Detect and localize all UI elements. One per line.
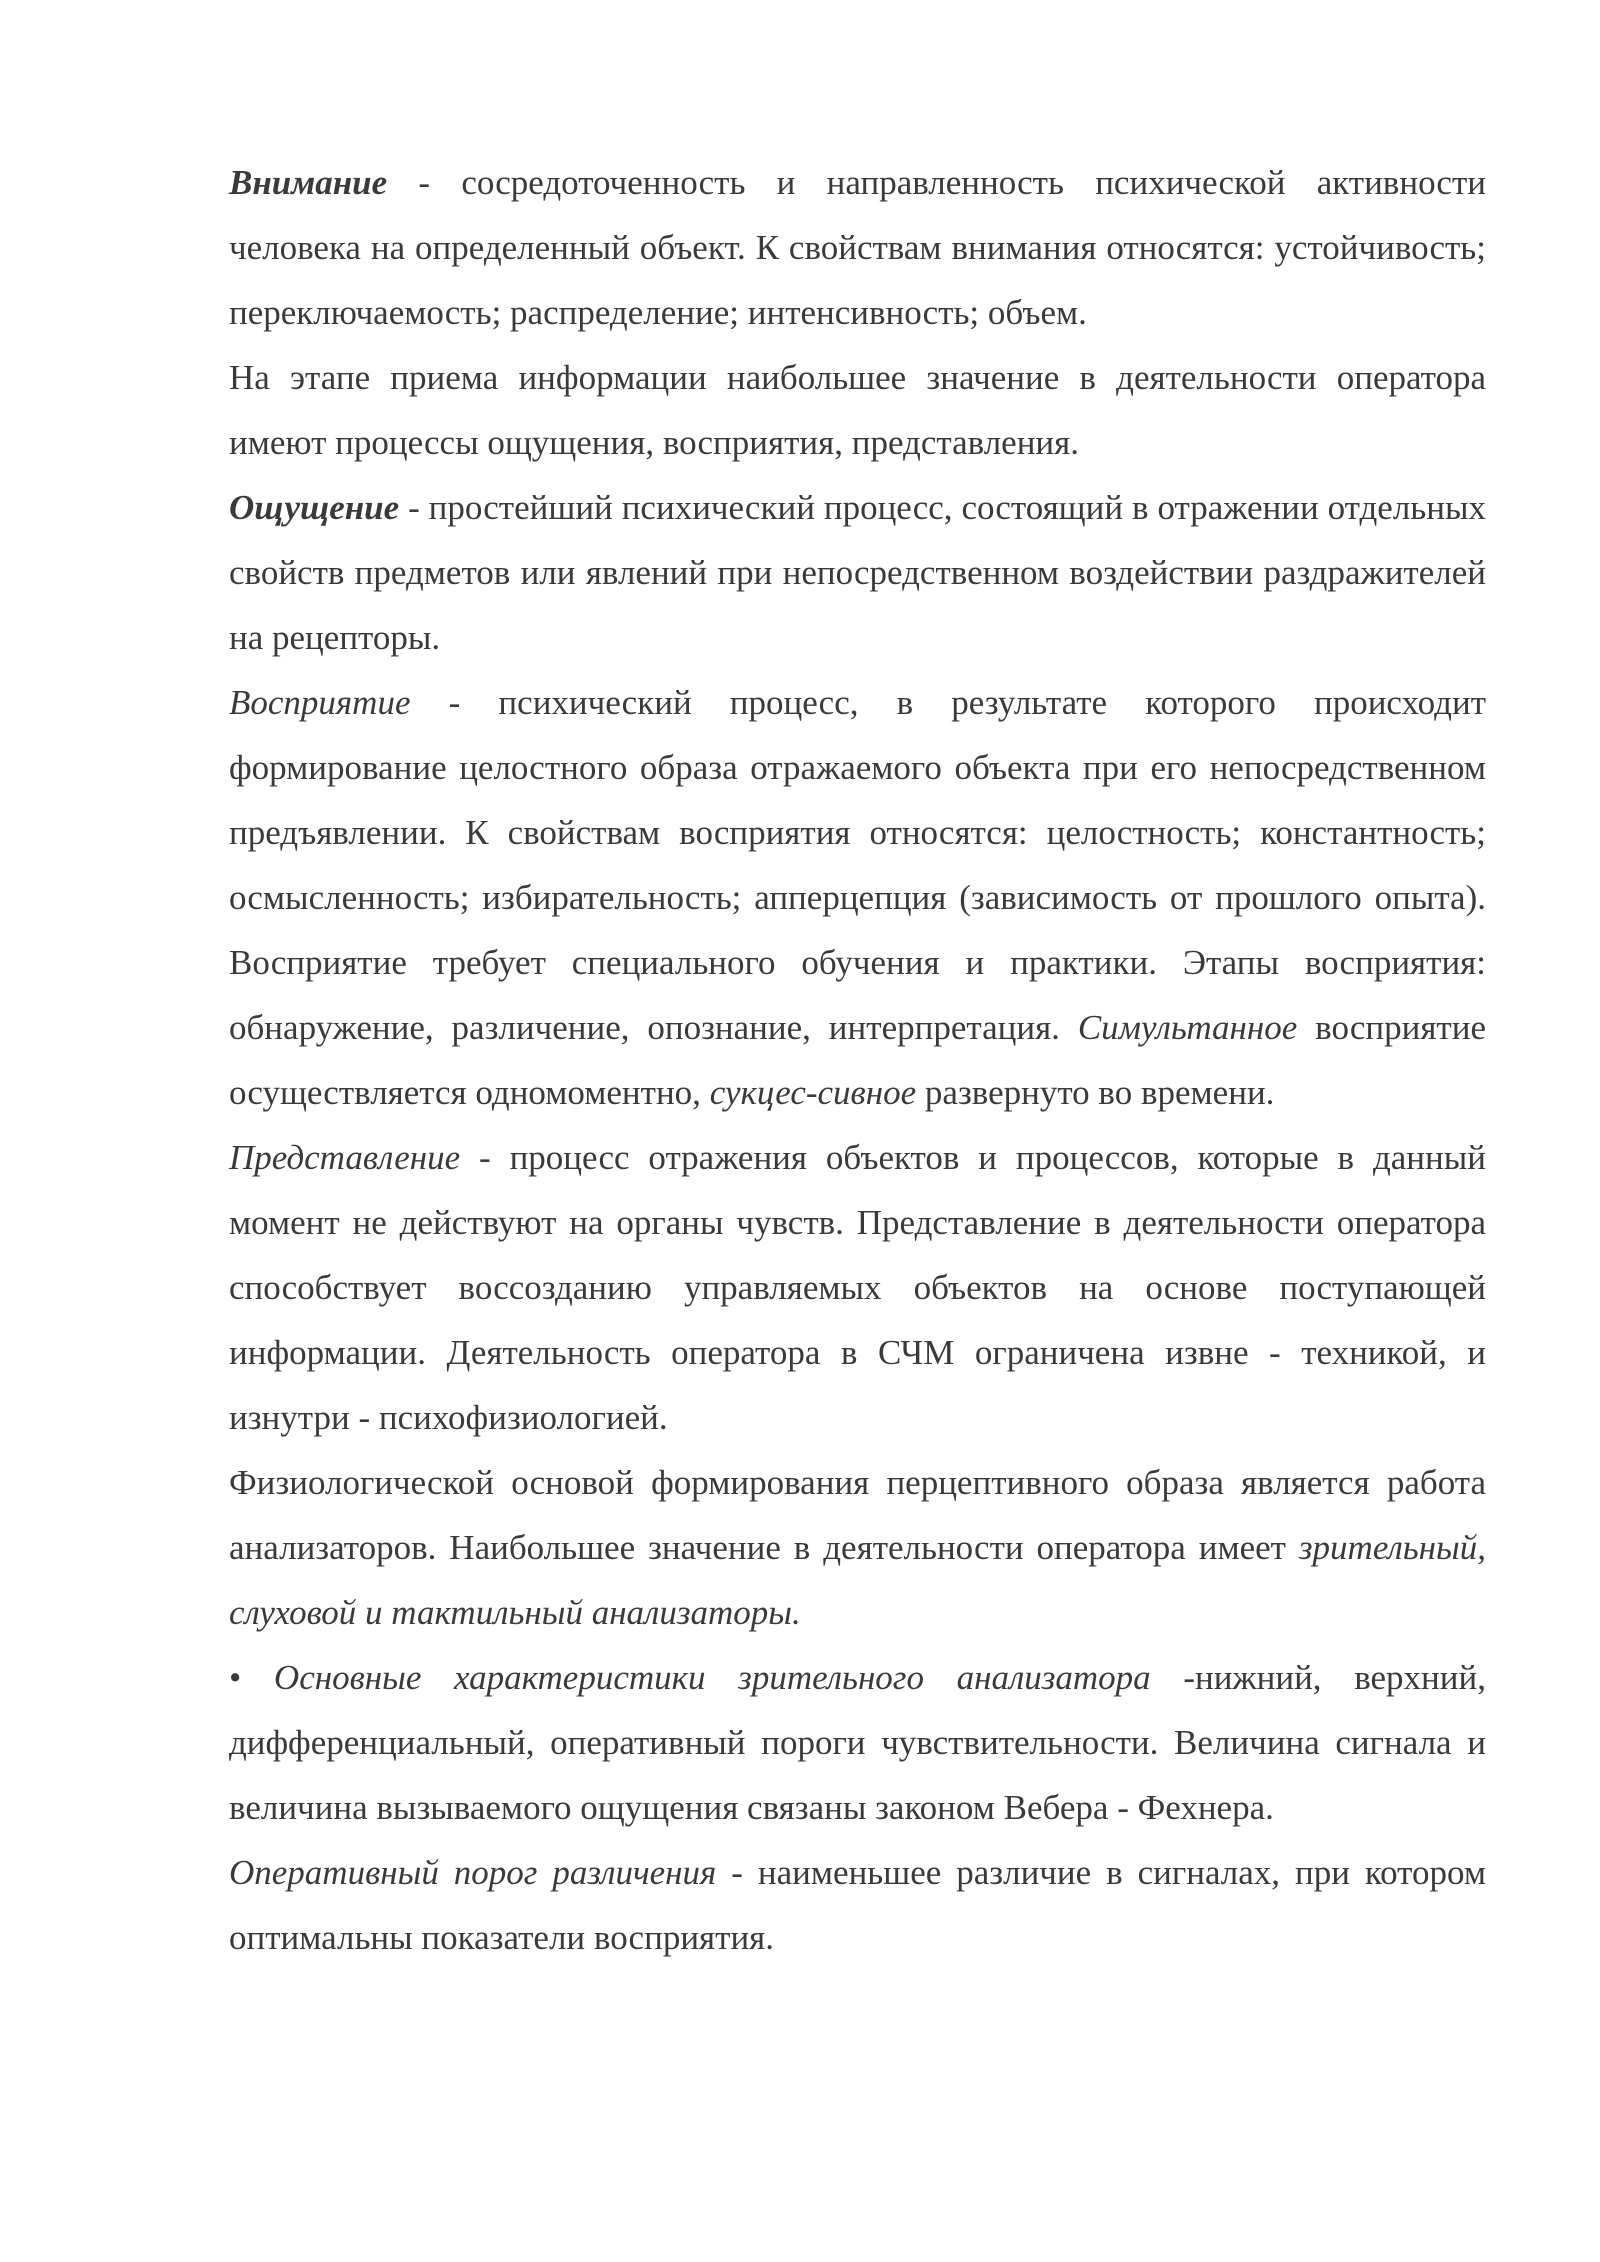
paragraph-representation — [229, 1125, 1486, 1450]
paragraph-physiological-basis — [229, 1450, 1486, 1645]
term-simultaneous: Симультанное — [1077, 1008, 1298, 1047]
paragraph-information-reception — [229, 345, 1486, 475]
text-information-reception: На этапе приема информации наибольшее значение в деятельности оператора имеют процессы ощущения, восприятия, представления. — [229, 358, 1486, 462]
term-representation: Представление — [229, 1138, 461, 1177]
definition-representation: - процесс отражения объектов и процессов, которые в данный момент не действуют на органы чувств. Представление в деятельности оператора способствует воссозданию управляемых объектов на основе поступающей информации. Деятельность оператора в СЧМ ограничена извне - техникой, и изнутри - психофизиологией. — [229, 1138, 1486, 1437]
paragraph-discrimination-threshold — [229, 1840, 1486, 1970]
paragraph-perception — [229, 670, 1486, 1125]
definition-attention: - сосредоточенность и направленность психической активности человека на определенный объект. К свойствам внимания относятся: устойчивость; переключаемость; распределение; интенсивность; объем. — [229, 163, 1486, 332]
definition-perception-cont: восприятие осуществляется одномоментно, — [229, 1008, 1486, 1112]
paragraph-attention — [229, 150, 1486, 345]
definition-sensation: - простейший психический процесс, состоящий в отражении отдельных свойств предметов или явлений при непосредственном воздействии раздражителей на рецепторы. — [229, 488, 1486, 657]
text-physiological-basis: Физиологической основой формирования перцептивного образа является работа анализаторов. Наибольшее значение в деятельности оператора имеет — [229, 1463, 1486, 1567]
term-attention: Внимание — [229, 163, 388, 202]
bullet-icon: • — [229, 1658, 242, 1697]
definition-perception: - психический процесс, в результате которого происходит формирование целостного образа отражаемого объекта при его непосредственном предъявлении. К свойствам восприятия относятся: целостность; константность; осмысленность; избирательность; апперцепция (зависимость от прошлого опыта). Восприятие требует специального обучения и практики. Этапы восприятия: обнаружение, различение, опознание, интерпретация. — [229, 683, 1486, 1047]
definition-visual-analyzer: -нижний, верхний, дифференциальный, оперативный пороги чувствительности. Величина сигнала и величина вызываемого ощущения связаны законом Вебера - Фехнера. — [229, 1658, 1487, 1827]
term-visual-analyzer: Основные характеристики зрительного анализатора — [273, 1658, 1151, 1697]
definition-perception-end: развернуто во времени. — [916, 1073, 1275, 1112]
term-analyzers: зрительный, слуховой и тактильный анализаторы. — [229, 1528, 1486, 1632]
document-page — [229, 150, 1486, 1970]
definition-discrimination-threshold: - наименьшее различие в сигналах, при котором оптимальны показатели восприятия. — [229, 1853, 1486, 1957]
term-perception: Восприятие — [229, 683, 411, 722]
paragraph-visual-analyzer — [229, 1645, 1486, 1840]
paragraph-sensation — [229, 475, 1486, 670]
term-discrimination-threshold: Оперативный порог различения — [229, 1853, 717, 1892]
term-successive: сукцес-сивное — [709, 1073, 917, 1112]
term-sensation: Ощущение — [229, 488, 400, 527]
